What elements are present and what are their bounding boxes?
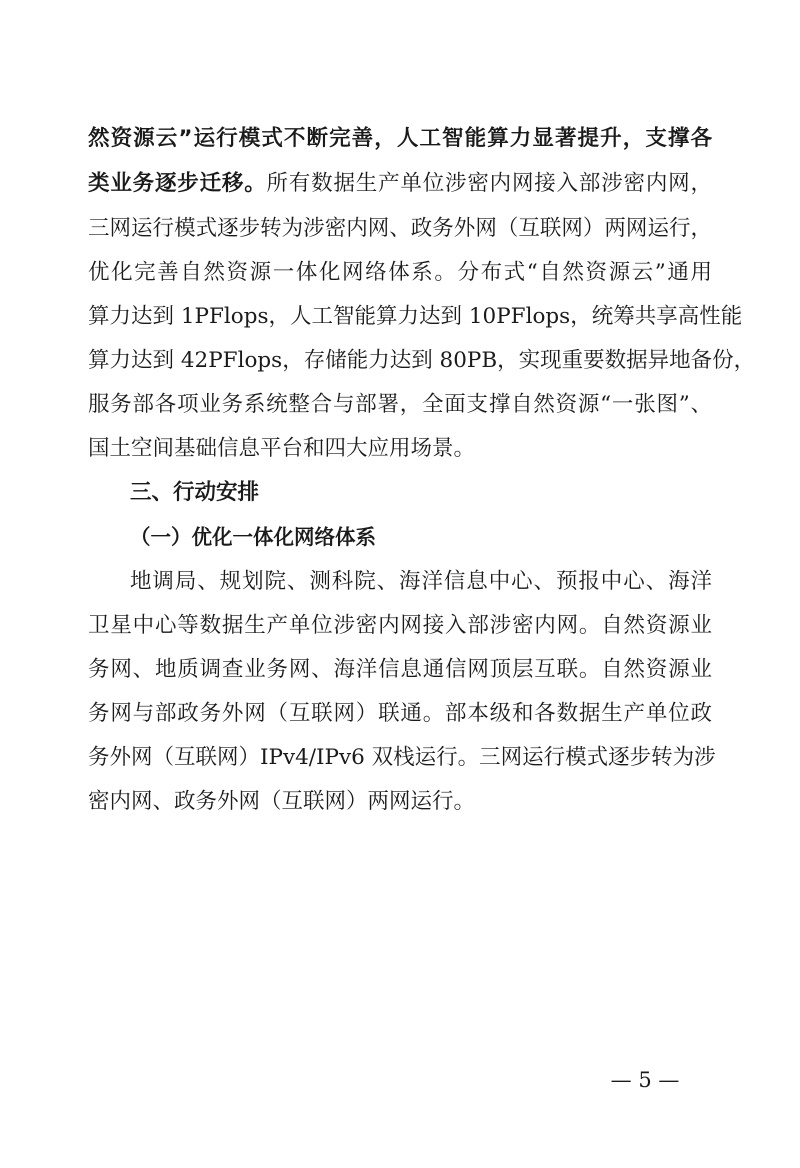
paragraph-line-2: 类业务逐步迁移。所有数据生产单位涉密内网接入部涉密内网，	[88, 171, 712, 196]
subsection-heading: （一）优化一体化网络体系	[130, 525, 376, 549]
paragraph-line-6: 算力达到 42PFlops，存储能力达到 80PB，实现重要数据异地备份，	[88, 348, 756, 373]
page-number: — 5 —	[610, 1068, 680, 1092]
section-heading: 三、行动安排	[130, 480, 260, 505]
paragraph2-line-6: 密内网、政务外网（互联网）两网运行。	[88, 789, 476, 814]
paragraph2-line-2: 卫星中心等数据生产单位涉密内网接入部涉密内网。自然资源业	[88, 613, 712, 638]
paragraph-line-1: 然资源云”运行模式不断完善，人工智能算力显著提升，支撑各	[88, 126, 712, 151]
paragraph2-line-5: 务外网（互联网）IPv4/IPv6 双栈运行。三网运行模式逐步转为涉	[88, 745, 716, 770]
paragraph-line-5: 算力达到 1PFlops，人工智能算力达到 10PFlops，统筹共享高性能	[88, 304, 743, 329]
paragraph-line-4: 优化完善自然资源一体化网络体系。分布式“自然资源云”通用	[88, 260, 712, 285]
paragraph-line-8: 国土空间基础信息平台和四大应用场景。	[88, 436, 476, 461]
paragraph-line-7: 服务部各项业务系统整合与部署，全面支撑自然资源“一张图”、	[88, 392, 712, 417]
paragraph2-line-1: 地调局、规划院、测科院、海洋信息中心、预报中心、海洋	[130, 569, 712, 594]
paragraph-line-3: 三网运行模式逐步转为涉密内网、政务外网（互联网）两网运行，	[88, 216, 712, 241]
paragraph2-line-4: 务网与部政务外网（互联网）联通。部本级和各数据生产单位政	[88, 701, 712, 726]
paragraph2-line-3: 务网、地质调查业务网、海洋信息通信网顶层互联。自然资源业	[88, 657, 712, 682]
